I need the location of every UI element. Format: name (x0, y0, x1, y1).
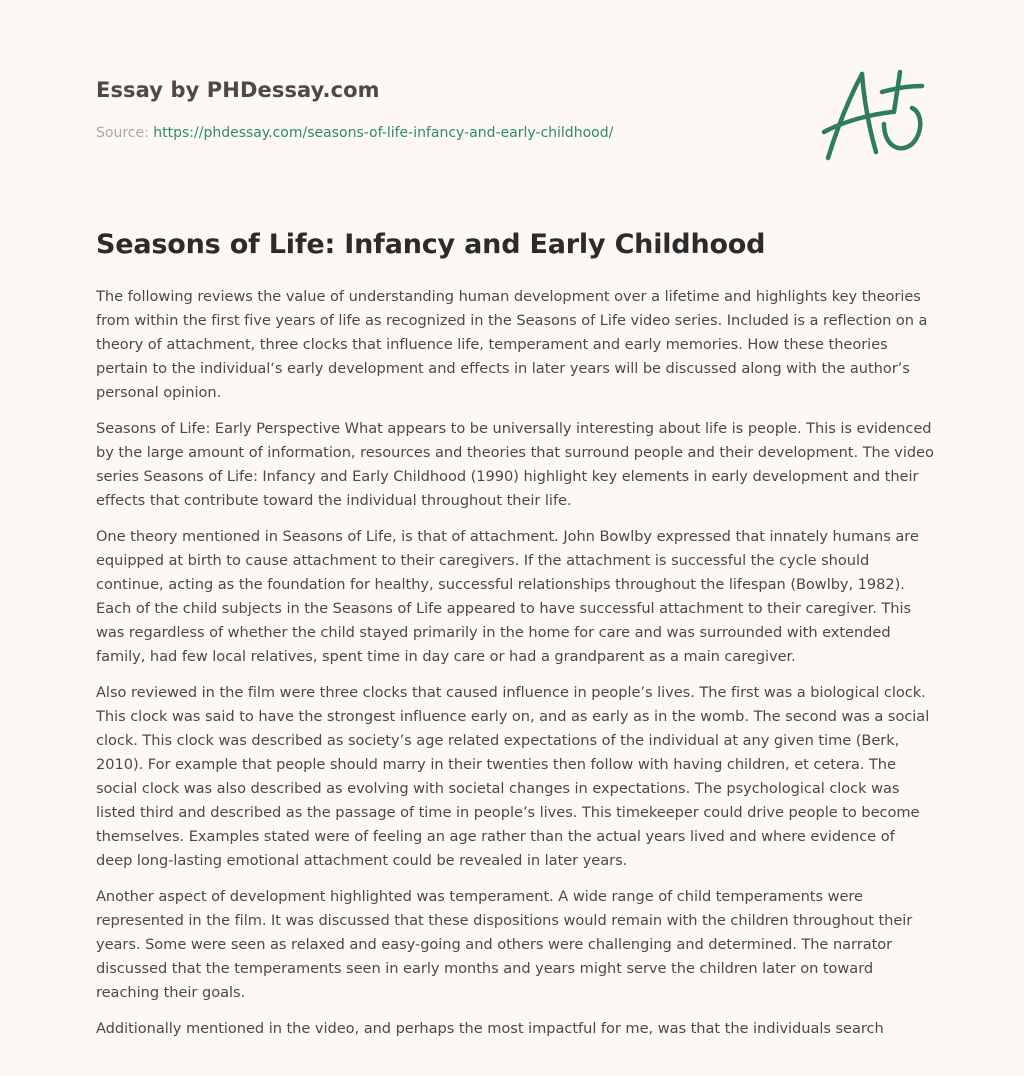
source-label: Source: (96, 125, 149, 141)
essay-paragraph: Also reviewed in the film were three clocks that caused influence in people’s lives. The first was a biological clock. This clock was said to have the strongest influence early on, and as early as in the womb. The second was a social clock. This clock was described as society’s age related expectations of the individual at any given time (Berk, 2010). For example that people should marry in their twenties then follow with having children, et cetera. The social clock was also described as evolving with societal changes in expectations. The psychological clock was listed third and described as the passage of time in people’s lives. This timekeeper could drive people to become themselves. Examples stated were of feeling an age rather than the actual years lived and where evidence of deep long-lasting emotional attachment could be revealed in later years. (96, 684, 930, 869)
essay-paragraph: Additionally mentioned in the video, and perhaps the most impactful for me, was that the individuals search (96, 1020, 884, 1037)
source-link[interactable]: https://phdessay.com/seasons-of-life-infancy-and-early-childhood/ (153, 125, 614, 141)
essay-paragraph: One theory mentioned in Seasons of Life, is that of attachment. John Bowlby expressed that innately humans are equipped at birth to cause attachment to their caregivers. If the attachment is successful the cycle should continue, acting as the foundation for healthy, successful relationships throughout the lifespan (Bowlby, 1982). Each of the child subjects in the Seasons of Life appeared to have successful attachment to their caregiver. This was regardless of whether the child stayed primarily in the home for care and was surrounded with extended family, had few local relatives, spent time in day care or had a grandparent as a main caregiver. (96, 528, 919, 665)
page-header (96, 74, 796, 106)
essay-title: Seasons of Life: Infancy and Early Childhood (96, 229, 766, 260)
essay-paragraph: Seasons of Life: Early Perspective What appears to be universally interesting about life is people. This is evidenced by the large amount of information, resources and theories that surround people and their development. The video series Seasons of Life: Infancy and Early Childhood (1990) highlight key elements in early development and their effects that contribute toward the individual throughout their life. (96, 420, 934, 509)
a-plus-grade-icon (818, 62, 930, 166)
essay-paragraph: The following reviews the value of understanding human development over a lifetime and highlights key theories from within the first five years of life as recognized in the Seasons of Life video series. Included is a reflection on a theory of attachment, three clocks that influence life, temperament and early memories. How these theories pertain to the individual‘s early development and effects in later years will be discussed along with the author’s personal opinion. (96, 288, 928, 401)
essay-body (96, 285, 934, 1053)
essay-paragraph: Another aspect of development highlighted was temperament. A wide range of child temperaments were represented in the film. It was discussed that these dispositions would remain with the children throughout their years. Some were seen as relaxed and easy-going and others were challenging and determined. The narrator discussed that the temperaments seen in early months and years might serve the children later on toward reaching their goals. (96, 888, 913, 1001)
site-title: Essay by PHDessay.com (96, 78, 380, 102)
source-line (96, 121, 613, 145)
